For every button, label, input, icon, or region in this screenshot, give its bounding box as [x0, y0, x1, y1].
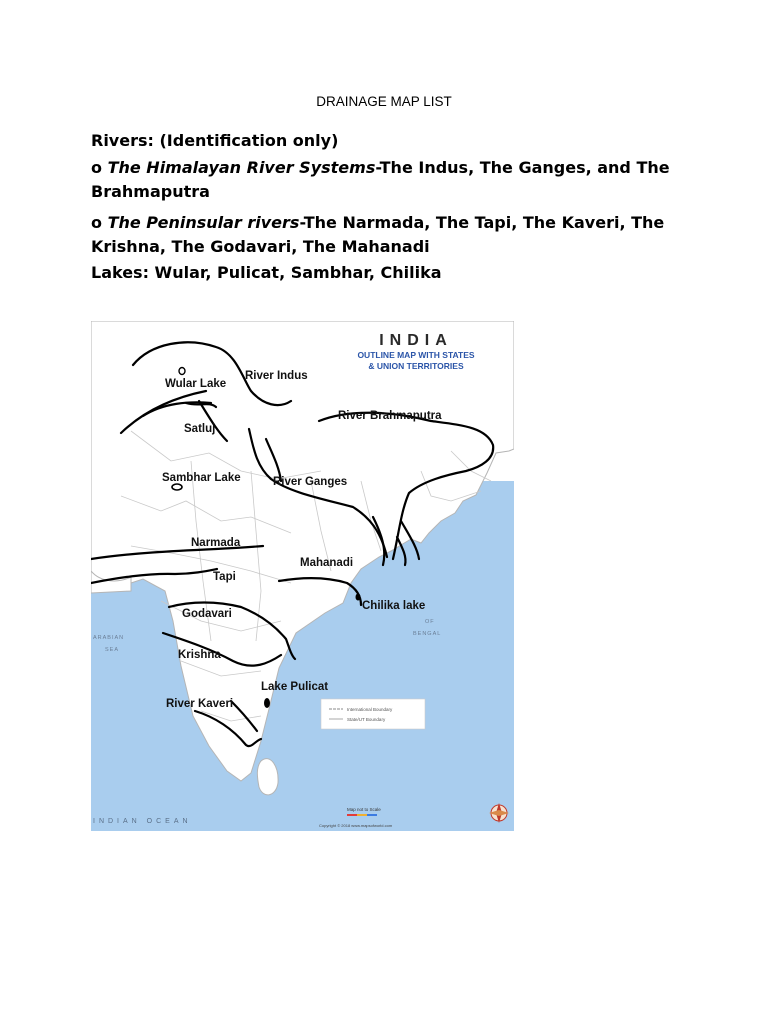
- document-title: DRAINAGE MAP LIST: [316, 94, 452, 109]
- peninsular-text-continued: Krishna, The Godavari, The Mahanadi: [91, 237, 430, 256]
- indian-ocean-label: INDIAN OCEAN: [93, 818, 192, 825]
- map-header-subtitle-2: & UNION TERRITORIES: [368, 361, 464, 371]
- bullet: o: [91, 213, 102, 232]
- pulicat-lake-marker: [264, 698, 270, 708]
- map-header-subtitle-1: OUTLINE MAP WITH STATES: [357, 350, 475, 360]
- himalayan-label: The Himalayan River Systems: [107, 158, 376, 177]
- bay-of-bengal-label-2: BENGAL: [413, 631, 442, 637]
- river-indus-label: River Indus: [245, 370, 308, 382]
- chilika-lake-marker: [356, 594, 361, 601]
- lakes-line: Lakes: Wular, Pulicat, Sambhar, Chilika: [91, 263, 442, 282]
- krishna-label: Krishna: [178, 649, 221, 661]
- arabian-sea-label-2: SEA: [105, 647, 120, 653]
- wular-lake-label: Wular Lake: [165, 378, 227, 390]
- scale-segment: [357, 814, 367, 816]
- godavari-label: Godavari: [182, 608, 232, 620]
- himalayan-text: -The Indus, The Ganges, and The: [375, 158, 670, 177]
- scale-segment: [347, 814, 357, 816]
- peninsular-line: [91, 211, 691, 235]
- copyright-text: Copyright © 2018 www.mapsofworld.com: [319, 823, 393, 828]
- sambhar-lake-label: Sambhar Lake: [162, 472, 241, 484]
- map-header-title: INDIA: [379, 332, 453, 349]
- legend-state-text: State/UT Boundary: [347, 717, 386, 722]
- legend-box: [321, 699, 425, 729]
- mahanadi-label: Mahanadi: [300, 557, 354, 569]
- peninsular-label: The Peninsular rivers: [107, 213, 300, 232]
- river-ganges-label: River Ganges: [273, 476, 348, 488]
- scale-text: Map not to Scale: [347, 807, 381, 812]
- peninsular-text: -The Narmada, The Tapi, The Kaveri, The: [299, 213, 665, 232]
- india-drainage-map: [91, 321, 514, 831]
- rivers-heading: Rivers: (Identification only): [91, 131, 339, 150]
- bullet: o: [91, 158, 102, 177]
- himalayan-line: [91, 156, 691, 180]
- legend-international-text: International Boundary: [347, 707, 393, 712]
- bay-of-bengal-label-1: OF: [425, 619, 435, 625]
- chilika-lake-label: Chilika lake: [362, 600, 426, 612]
- river-kaveri-label: River Kaveri: [166, 698, 234, 710]
- map-legend: [321, 699, 425, 729]
- arabian-sea-label-1: ARABIAN: [93, 635, 125, 641]
- scale-segment: [367, 814, 377, 816]
- lake-pulicat-label: Lake Pulicat: [261, 681, 329, 693]
- himalayan-text-continued: Brahmaputra: [91, 182, 210, 201]
- tapi-label: Tapi: [213, 571, 236, 583]
- narmada-label: Narmada: [191, 537, 241, 549]
- satluj-label: Satluj: [184, 423, 216, 435]
- river-brahmaputra-label: River Brahmaputra: [338, 410, 442, 422]
